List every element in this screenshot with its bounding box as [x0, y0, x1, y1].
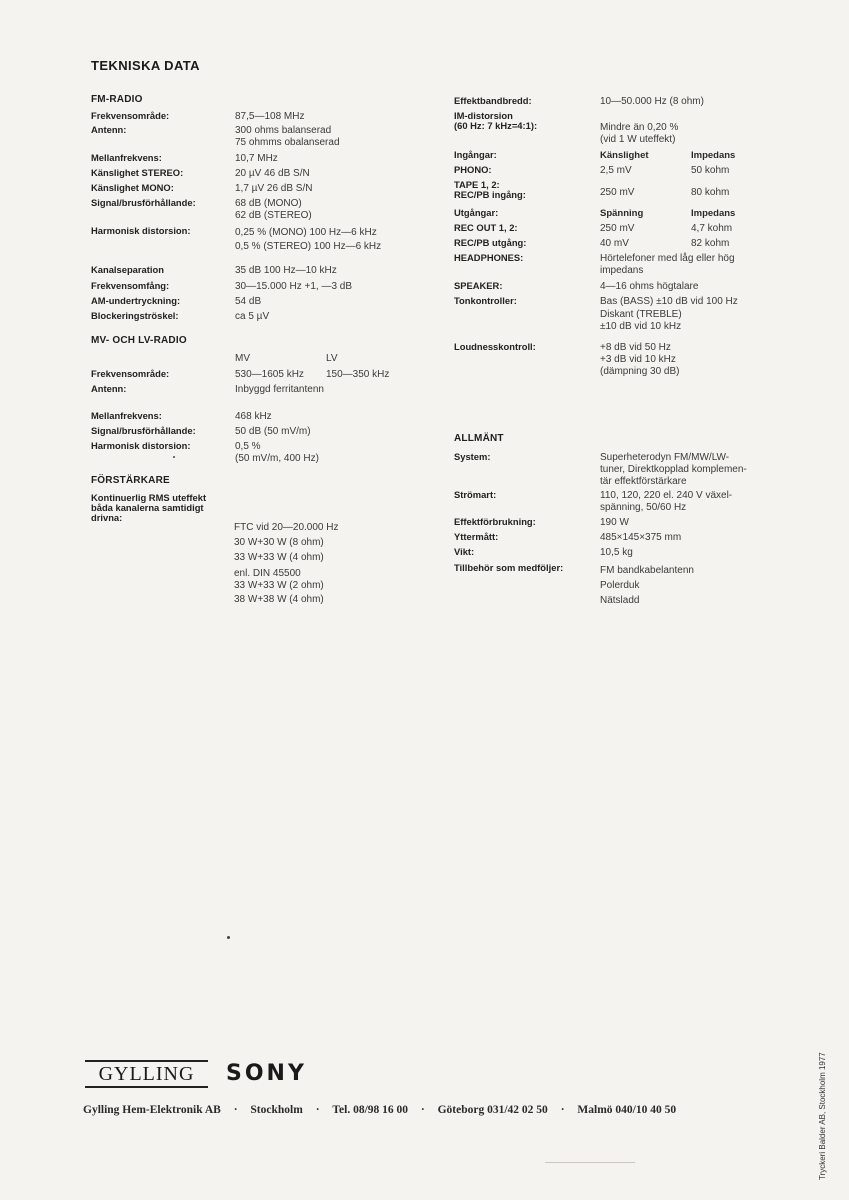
- scan-speck: [227, 936, 230, 939]
- spec-label: REC OUT 1, 2:: [454, 222, 518, 233]
- spec-value: 468 kHz: [235, 411, 272, 422]
- spec-value: 190 W: [600, 517, 629, 528]
- amp-value: FTC vid 20—20.000 Hz 30 W+30 W (8 ohm) 33 W+33 W (4 ohm) enl. DIN 45500 33 W+33 W (2 ohm) 38 W+38 W (4 ohm): [234, 522, 339, 605]
- spec-value: 1,7 µV 26 dB S/N: [235, 183, 313, 194]
- footer-tel: Tel. 08/98 16 00: [332, 1104, 409, 1116]
- column-header-impedance: Impedans: [691, 150, 736, 161]
- spec-value: FM bandkabelantenn Polerduk Nätsladd: [600, 565, 694, 606]
- footer-city: Stockholm: [250, 1104, 303, 1116]
- spec-value: 40 mV: [600, 238, 629, 249]
- spec-label: TAPE 1, 2: REC/PB ingång:: [454, 179, 526, 200]
- spec-value: ca 5 µV: [235, 311, 270, 322]
- spec-label: Strömart:: [454, 489, 497, 500]
- spec-value: 2,5 mV: [600, 165, 632, 176]
- spec-value: 54 dB: [235, 296, 262, 307]
- footer-goteborg: Göteborg 031/42 02 50: [437, 1104, 548, 1116]
- spec-value: 250 mV: [600, 223, 635, 234]
- spec-label: Harmonisk distorsion:: [91, 440, 191, 451]
- spec-label: System:: [454, 451, 491, 462]
- column-header-impedance: Impedans: [691, 208, 736, 219]
- footer-separator: ·: [233, 1104, 238, 1116]
- column-header-mv: MV: [235, 353, 250, 364]
- spec-value: 110, 120, 220 el. 240 V växel- spänning, 50/60 Hz: [600, 490, 733, 513]
- spec-label: Kanalseparation: [91, 264, 164, 275]
- gylling-logo: GYLLING: [85, 1060, 208, 1088]
- footer-company: Gylling Hem-Elektronik AB: [83, 1104, 221, 1116]
- spec-label: Tonkontroller:: [454, 295, 517, 306]
- spec-value-impedance: 50 kohm: [691, 165, 730, 176]
- spec-label: PHONO:: [454, 164, 492, 175]
- spec-value: 10,7 MHz: [235, 153, 278, 164]
- section-heading-general: ALLMÄNT: [454, 433, 504, 444]
- column-header-sensitivity: Känslighet: [600, 150, 649, 161]
- scan-streak: [545, 1162, 635, 1163]
- spec-label: Signal/brusförhållande:: [91, 425, 196, 436]
- spec-label: HEADPHONES:: [454, 252, 524, 263]
- spec-value-impedance: 82 kohm: [691, 238, 730, 249]
- spec-label: Antenn:: [91, 124, 127, 135]
- spec-value: 0,5 % (50 mV/m, 400 Hz): [235, 441, 319, 464]
- section-heading-mvlv: MV- OCH LV-RADIO: [91, 335, 187, 346]
- spec-label: Känslighet STEREO:: [91, 167, 184, 178]
- spec-value: Superheterodyn FM/MW/LW- tuner, Direktkopplad komplemen- tär effektförstärkare: [600, 452, 747, 487]
- spec-label: Mellanfrekvens:: [91, 152, 162, 163]
- section-heading-fm: FM-RADIO: [91, 94, 143, 105]
- spec-label: IM-distorsion (60 Hz: 7 kHz=4:1):: [454, 110, 538, 131]
- spec-value: 20 µV 46 dB S/N: [235, 168, 310, 179]
- spec-label: SPEAKER:: [454, 280, 503, 291]
- footer-address: [83, 1104, 676, 1116]
- spec-label: Frekvensområde:: [91, 368, 170, 379]
- spec-value: Bas (BASS) ±10 dB vid 100 Hz Diskant (TREBLE) ±10 dB vid 10 kHz: [600, 296, 738, 332]
- spec-label: Antenn:: [91, 383, 127, 394]
- spec-value: 87,5—108 MHz: [235, 111, 305, 122]
- page-title: TEKNISKA DATA: [91, 58, 200, 73]
- spec-value: 0,25 % (MONO) 100 Hz—6 kHz 0,5 % (STEREO) 100 Hz—6 kHz: [235, 227, 382, 252]
- spec-value-lv: 150—350 kHz: [326, 369, 390, 380]
- spec-value: 10—50.000 Hz (8 ohm): [600, 96, 704, 107]
- spec-value: 250 mV: [600, 187, 635, 198]
- sony-logo: SONY: [226, 1061, 307, 1086]
- footer-separator: ·: [315, 1104, 320, 1116]
- spec-value: 4—16 ohms högtalare: [600, 281, 699, 292]
- spec-label: Loudnesskontroll:: [454, 341, 536, 352]
- spec-value: Mindre än 0,20 % (vid 1 W uteffekt): [600, 122, 679, 145]
- spec-label: Ingångar:: [454, 149, 497, 160]
- spec-value: 300 ohms balanserad 75 ohmms obalanserad: [235, 125, 340, 148]
- scan-speck: [173, 456, 175, 458]
- spec-label: AM-undertryckning:: [91, 295, 181, 306]
- column-header-lv: LV: [326, 353, 338, 364]
- spec-value: 10,5 kg: [600, 547, 633, 558]
- footer-separator: ·: [560, 1104, 565, 1116]
- spec-value: 35 dB 100 Hz—10 kHz: [235, 265, 337, 276]
- spec-value: 68 dB (MONO) 62 dB (STEREO): [235, 198, 312, 221]
- spec-label: REC/PB utgång:: [454, 237, 527, 248]
- column-header-voltage: Spänning: [600, 208, 644, 219]
- spec-label: Frekvensområde:: [91, 110, 170, 121]
- spec-value: Hörtelefoner med låg eller hög impedans: [600, 253, 735, 276]
- spec-label: Blockeringströskel:: [91, 310, 179, 321]
- spec-label: Känslighet MONO:: [91, 182, 174, 193]
- spec-value-impedance: 4,7 kohm: [691, 223, 733, 234]
- footer-separator: ·: [420, 1104, 425, 1116]
- spec-label: Harmonisk distorsion:: [91, 225, 191, 236]
- spec-label: Utgångar:: [454, 207, 499, 218]
- spec-label: Mellanfrekvens:: [91, 410, 162, 421]
- spec-value: 50 dB (50 mV/m): [235, 426, 311, 437]
- spec-label: Effektbandbredd:: [454, 95, 532, 106]
- spec-label: Kontinuerlig RMS uteffekt båda kanalerna samtidigt drivna:: [91, 492, 207, 523]
- spec-value: +8 dB vid 50 Hz +3 dB vid 10 kHz (dämpning 30 dB): [600, 342, 680, 377]
- spec-label: Yttermått:: [454, 531, 499, 542]
- spec-value: Inbyggd ferritantenn: [235, 384, 324, 395]
- spec-label: Tillbehör som medföljer:: [454, 562, 564, 573]
- spec-value: 485×145×375 mm: [600, 532, 682, 543]
- spec-label: Signal/brusförhållande:: [91, 197, 196, 208]
- printer-credit: Tryckeri Balder AB, Stockholm 1977: [818, 1052, 827, 1180]
- spec-label: Vikt:: [454, 546, 475, 557]
- spec-label: Frekvensomfång:: [91, 280, 170, 291]
- spec-value-impedance: 80 kohm: [691, 187, 730, 198]
- footer-malmo: Malmö 040/10 40 50: [577, 1104, 677, 1116]
- spec-value: 30—15.000 Hz +1, —3 dB: [235, 281, 353, 292]
- section-heading-amp: FÖRSTÄRKARE: [91, 475, 170, 486]
- spec-label: Effektförbrukning:: [454, 516, 536, 527]
- spec-value: 530—1605 kHz: [235, 369, 304, 380]
